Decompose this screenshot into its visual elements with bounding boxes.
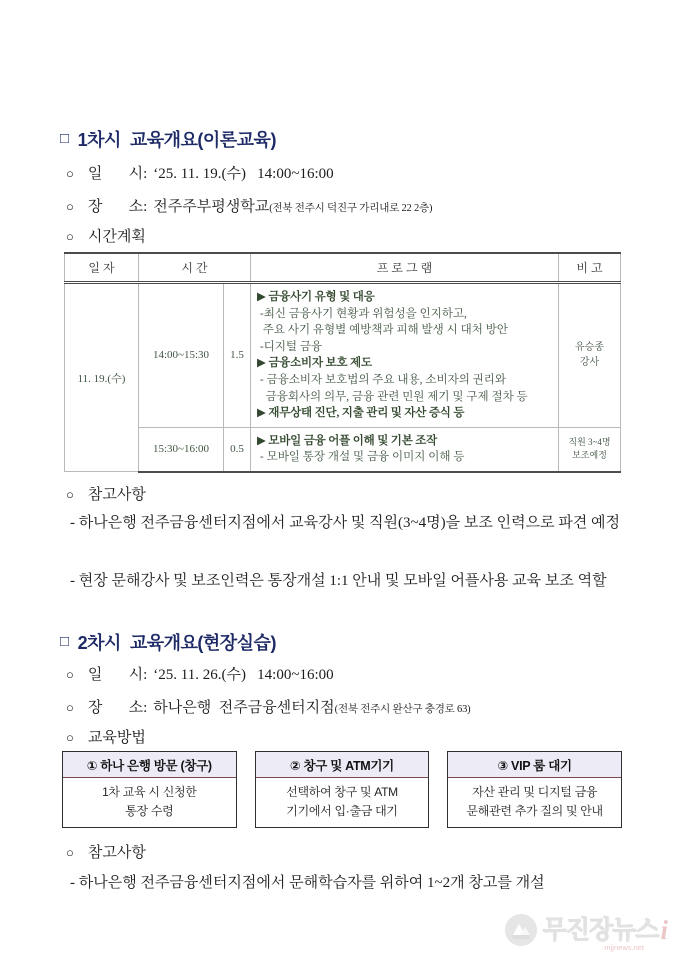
- section1-title: [60, 126, 276, 152]
- method-box-3: [447, 751, 622, 828]
- note-line: 유승종: [575, 342, 604, 354]
- date-value: ‘25. 11. 26.(수) 14:00~16:00: [153, 667, 334, 683]
- cell-time: 15:30~16:00: [139, 427, 224, 472]
- circle-bullet-icon: ○: [66, 730, 74, 745]
- program-line: - 금융소비자 보호법의 주요 내용, 소비자의 권리와: [257, 373, 507, 386]
- method-box-line: 자산 관리 및 디지털 금융: [472, 785, 598, 799]
- method-box-2: [255, 751, 430, 828]
- cell-hours: 0.5: [224, 427, 251, 472]
- section2-method-line: [66, 726, 146, 747]
- place-label: 장 소:: [87, 700, 148, 716]
- cell-note: [559, 427, 621, 472]
- timetable-header-row: [65, 253, 621, 283]
- section2-title-text: 2차시 교육개요(현장실습): [77, 633, 276, 653]
- section1-note-2: - 현장 문해강사 및 보조인력은 통장개설 1:1 안내 및 모바일 어플사용 교육 보조 역할: [70, 573, 607, 589]
- place-detail: (전북 전주시 완산구 충경로 63): [334, 704, 471, 715]
- cell-date: 11. 19.(수): [65, 283, 139, 472]
- method-box-line: 1차 교육 시 신청한: [102, 785, 197, 799]
- plan-label: 시간계획: [87, 229, 146, 245]
- method-box-line: 선택하여 창구 및 ATM: [286, 785, 398, 799]
- section1-note-1: - 하나은행 전주금융센터지점에서 교육강사 및 직원(3~4명)을 보조 인력으로 파견 예정: [70, 515, 621, 531]
- place-value: 하나은행 전주금융센터지점: [153, 700, 335, 716]
- circle-bullet-icon: ○: [66, 166, 74, 181]
- ref-label: 참고사항: [87, 487, 146, 503]
- place-value: 전주주부평생학교: [153, 199, 270, 215]
- method-box-line: 통장 수령: [125, 803, 174, 818]
- watermark-name: 무진장뉴스: [542, 915, 659, 944]
- cell-program: [251, 427, 559, 472]
- cell-hours: 1.5: [224, 283, 251, 428]
- section1-date-line: [66, 162, 334, 183]
- section1-ref-line: [66, 483, 146, 504]
- col-header-note: 비 고: [559, 253, 621, 283]
- place-detail: (전북 전주시 덕진구 가리내로 22 2층): [269, 203, 433, 214]
- section2-place-line: [66, 696, 470, 717]
- table-row: [65, 283, 621, 428]
- program-line: - 모바일 통장 개설 및 금융 이미지 이해 등: [257, 451, 465, 464]
- cell-time: 14:00~15:30: [139, 283, 224, 428]
- method-box-title: ① 하나 은행 방문 (창구): [63, 752, 236, 778]
- program-line: ▶ 금융사기 유형 및 대응: [257, 291, 375, 303]
- watermark: [505, 914, 668, 952]
- program-line: 주요 사기 유형별 예방책과 피해 발생 시 대처 방안: [257, 324, 508, 337]
- method-box-line: 문해관련 추가 질의 및 안내: [466, 803, 603, 818]
- program-line: -디지털 금융: [257, 340, 323, 353]
- method-label: 교육방법: [87, 730, 146, 746]
- circle-bullet-icon: ○: [66, 487, 74, 502]
- table-row: [65, 427, 621, 472]
- section1-plan-line: [66, 225, 146, 246]
- method-box-body: [63, 778, 236, 827]
- section2-title: [60, 629, 276, 655]
- cell-program: [251, 283, 559, 428]
- date-label: 일 시:: [87, 667, 148, 683]
- program-line: ▶ 재무상태 진단, 지출 관리 및 자산 증식 등: [257, 407, 465, 420]
- cell-note: [559, 283, 621, 428]
- col-header-program: 프 로 그 램: [251, 253, 559, 283]
- method-box-1: [62, 751, 237, 828]
- square-bullet-icon: □: [60, 632, 69, 650]
- place-label: 장 소:: [87, 199, 148, 215]
- program-line: 금융회사의 의무, 금융 관련 민원 제기 및 구제 절차 등: [257, 390, 528, 403]
- timetable: [64, 252, 621, 473]
- circle-bullet-icon: ○: [66, 700, 74, 715]
- method-box-title: ② 창구 및 ATM기기: [256, 752, 429, 778]
- method-box-body: [256, 778, 429, 827]
- watermark-i: i: [660, 914, 668, 945]
- section2-date-line: [66, 663, 334, 684]
- square-bullet-icon: □: [60, 129, 69, 147]
- section1-place-line: [66, 195, 432, 216]
- col-header-time: 시 간: [139, 253, 251, 283]
- watermark-domain: mjjnews.net: [604, 942, 644, 952]
- circle-bullet-icon: ○: [66, 199, 74, 214]
- program-line: ▶ 금융소비자 보호 제도: [257, 357, 372, 370]
- note-line: 강사: [579, 357, 600, 369]
- mountain-logo-icon: [505, 914, 537, 946]
- ref-label: 참고사항: [87, 845, 146, 861]
- program-line: ▶ 모바일 금융 어플 이해 및 기본 조작: [257, 434, 438, 447]
- circle-bullet-icon: ○: [66, 845, 74, 860]
- method-box-line: 기기에서 입·출금 대기: [286, 803, 398, 818]
- section2-ref-line: [66, 841, 146, 862]
- section2-note-1: - 하나은행 전주금융센터지점에서 문해학습자를 위하여 1~2개 창고를 개설: [70, 875, 545, 891]
- note-line: 직원 3~4명: [568, 436, 611, 447]
- date-value: ‘25. 11. 19.(수) 14:00~16:00: [153, 166, 334, 182]
- date-label: 일 시:: [87, 166, 148, 182]
- circle-bullet-icon: ○: [66, 667, 74, 682]
- section1-title-text: 1차시 교육개요(이론교육): [77, 130, 276, 150]
- watermark-text-group: [542, 914, 668, 952]
- col-header-date: 일 자: [65, 253, 139, 283]
- note-line: 보조예정: [572, 450, 607, 461]
- circle-bullet-icon: ○: [66, 229, 74, 244]
- method-boxes: [62, 751, 622, 828]
- method-box-title: ③ VIP 룸 대기: [448, 752, 621, 778]
- program-line: -최신 금융사기 현황과 위험성을 인지하고,: [257, 307, 467, 320]
- method-box-body: [448, 778, 621, 827]
